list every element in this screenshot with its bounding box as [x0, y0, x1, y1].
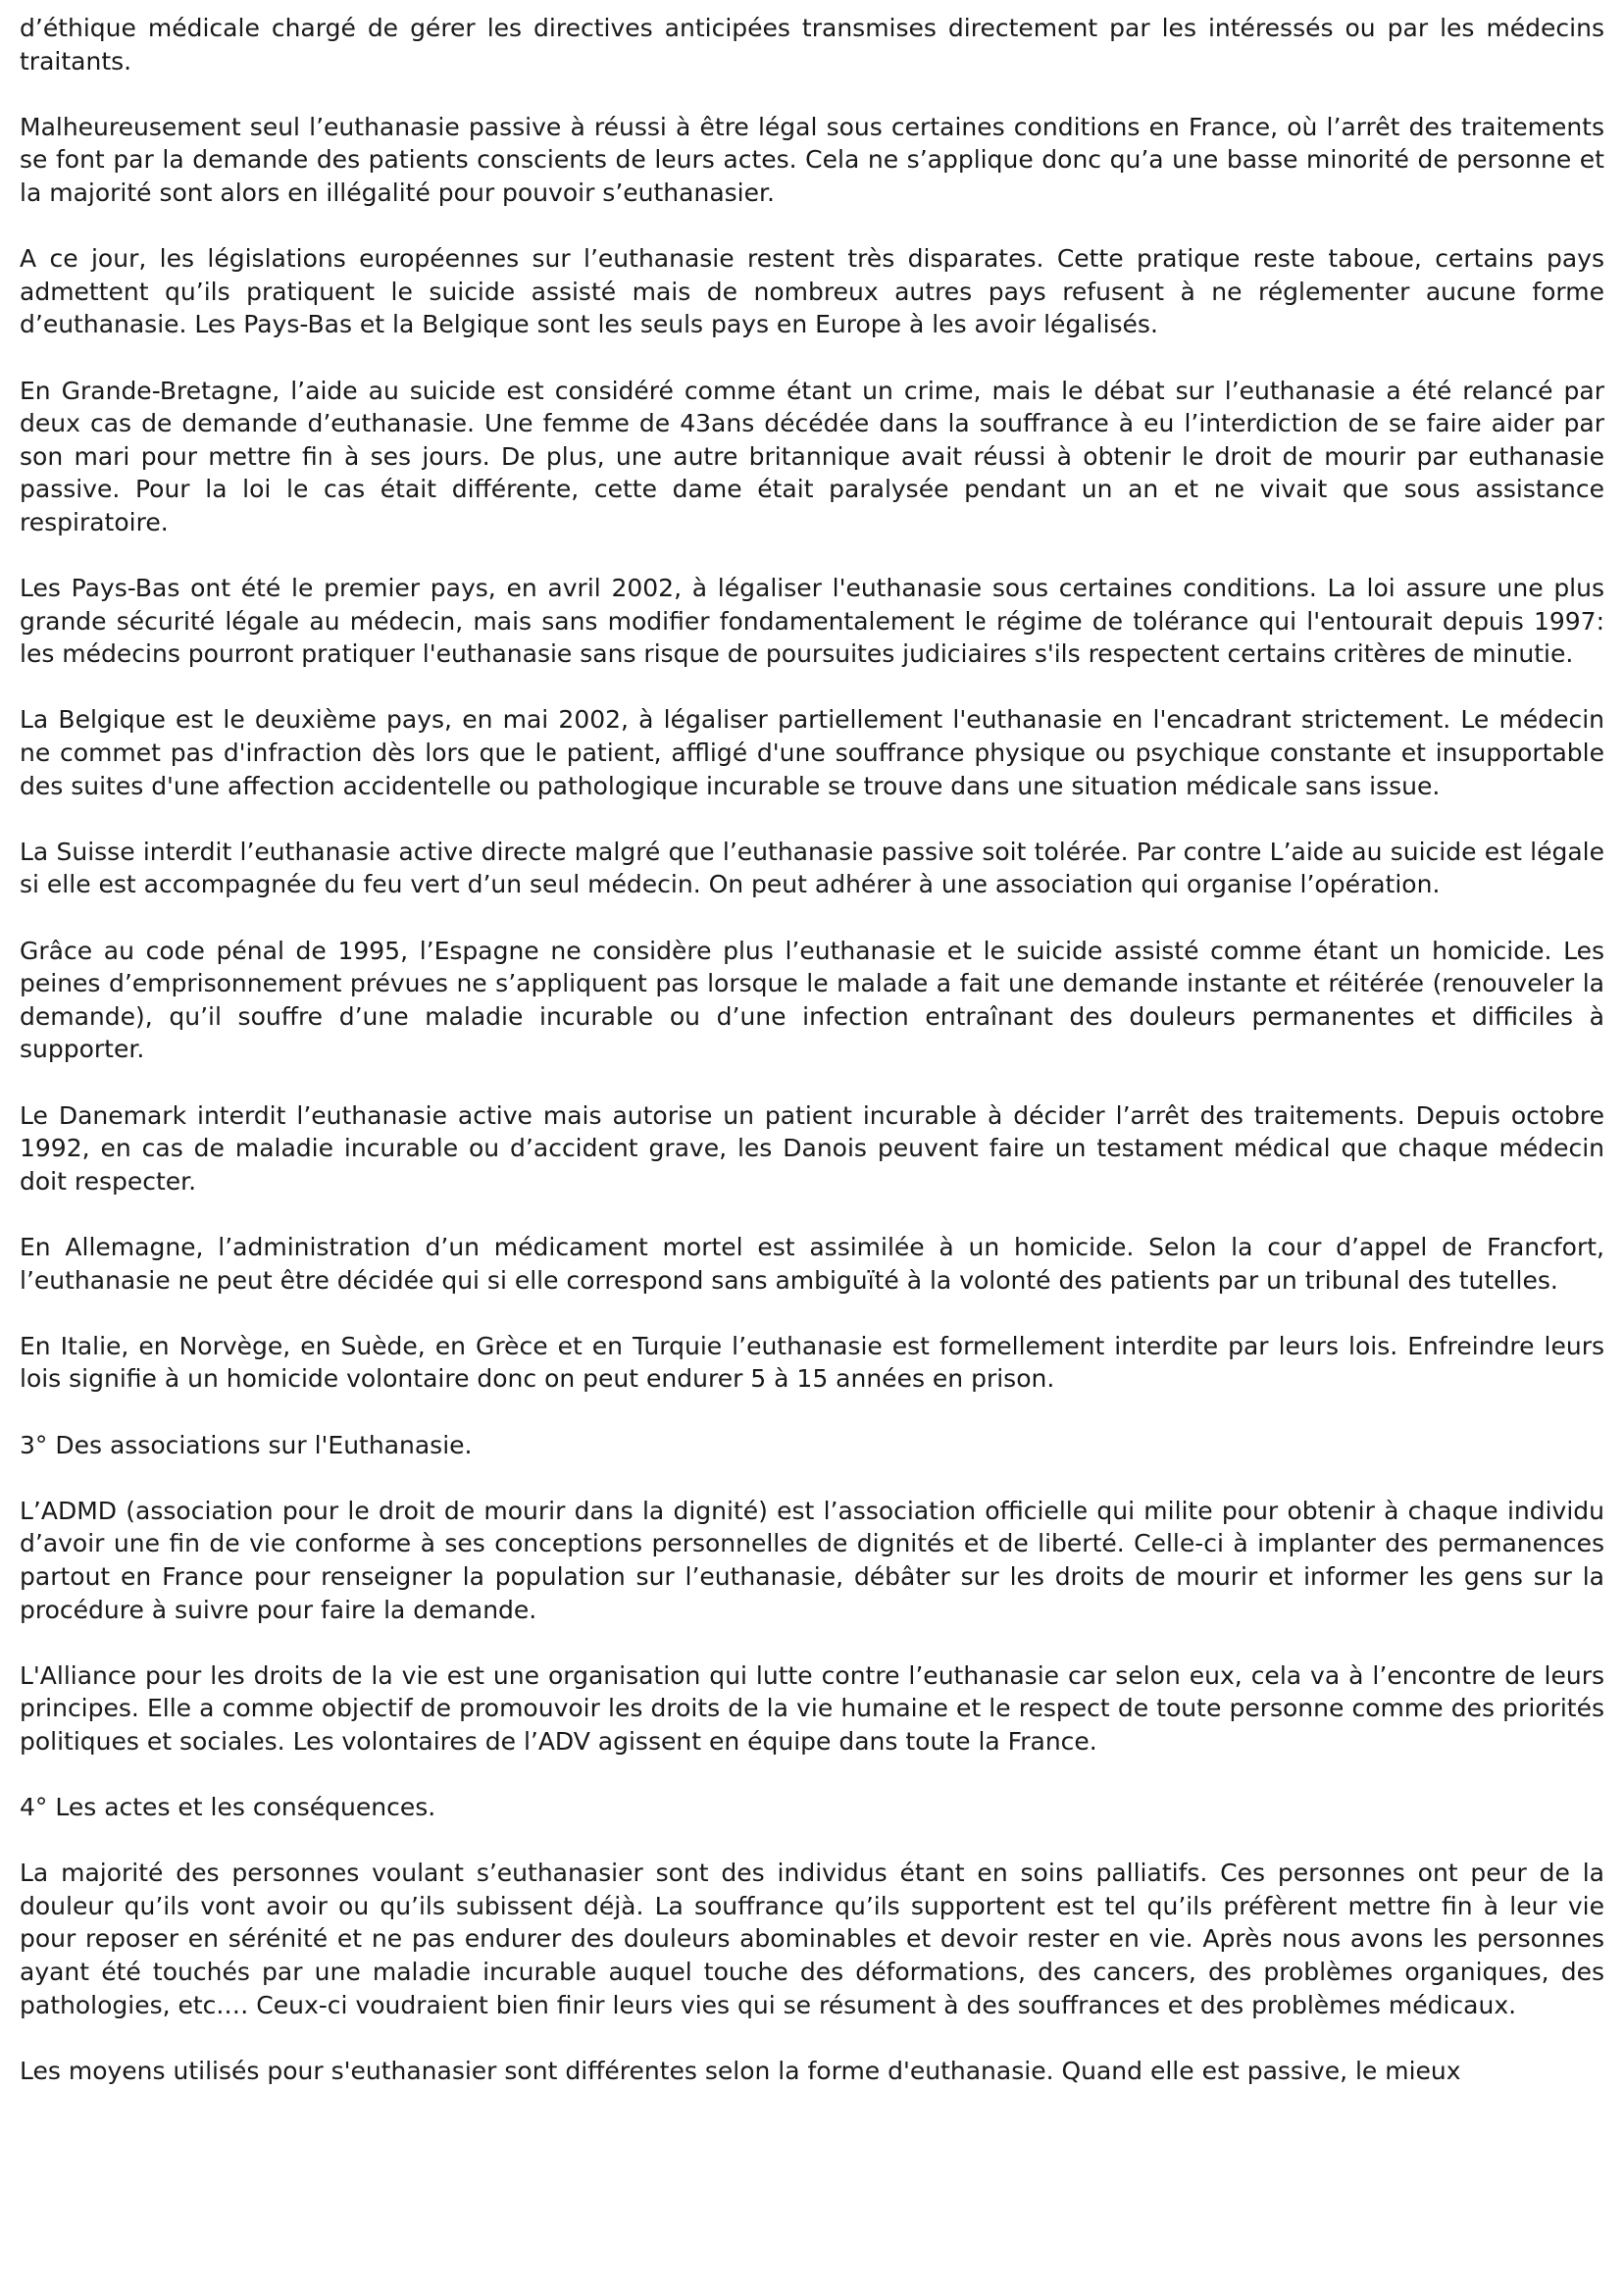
document-page — [20, 12, 1604, 2087]
section-heading-associations: 3° Des associations sur l'Euthanasie. — [20, 1430, 473, 1459]
paragraph-alliance-vie: L'Alliance pour les droits de la vie est une organisation qui lutte contre l’euthanasie car selon eux, cela va à l’encontre de leurs principes. Elle a comme objectif de promouvoir les droits de la vie humaine et le respect de toute personne comme des priorités politiques et sociales. Les volontaires de l’ADV agissent en équipe dans toute la France. — [20, 1660, 1604, 1756]
paragraph-spain: Grâce au code pénal de 1995, l’Espagne ne considère plus l’euthanasie et le suicide assisté comme étant un homicide. Les peines d’emprisonnement prévues ne s’appliquent pas lorsque le malade a fait une demande instante et réitérée (renouveler la demande), qu’il souffre d’une maladie incurable ou d’une infection entraînant des douleurs permanentes et difficiles à supporter. — [20, 936, 1604, 1064]
paragraph-france-passive: Malheureusement seul l’euthanasie passive à réussi à être légal sous certaines conditions en France, où l’arrêt des traitements se font par la demande des patients conscients de leurs actes. Cela ne s’applique donc qu’a une basse minorité de personne et la majorité sont alors en illégalité pour pouvoir s’euthanasier. — [20, 112, 1604, 207]
paragraph-denmark: Le Danemark interdit l’euthanasie active mais autorise un patient incurable à décider l’arrêt des traitements. Depuis octobre 1992, en cas de maladie incurable ou d’accident grave, les Danois peuvent faire un testament médical que chaque médecin doit respecter. — [20, 1100, 1604, 1196]
paragraph-european-laws: A ce jour, les législations européennes sur l’euthanasie restent très disparates. Cette pratique reste taboue, certains pays admettent qu’ils pratiquent le suicide assisté mais de nombreux autres pays refusent à ne réglementer aucune forme d’euthanasie. Les Pays-Bas et la Belgique sont les seuls pays en Europe à les avoir légalisés. — [20, 244, 1604, 339]
paragraph-switzerland: La Suisse interdit l’euthanasie active directe malgré que l’euthanasie passive soit tolérée. Par contre L’aide au suicide est légale si elle est accompagnée du feu vert d’un seul médecin. On peut adhérer à une association qui organise l’opération. — [20, 837, 1604, 899]
paragraph-means-used: Les moyens utilisés pour s'euthanasier sont différentes selon la forme d'euthanasie. Quand elle est passive, le mieux — [20, 2056, 1461, 2085]
paragraph-admd: L’ADMD (association pour le droit de mourir dans la dignité) est l’association officielle qui milite pour obtenir à chaque individu d’avoir une fin de vie conforme à ses conceptions personnelles de dignités et de liberté. Celle-ci à implanter des permanences partout en France pour renseigner la population sur l’euthanasie, débâter sur les droits de mourir et informer les gens sur la procédure à suivre pour faire la demande. — [20, 1496, 1604, 1624]
section-heading-acts-consequences: 4° Les actes et les conséquences. — [20, 1793, 436, 1822]
paragraph-netherlands: Les Pays-Bas ont été le premier pays, en avril 2002, à légaliser l'euthanasie sous certaines conditions. La loi assure une plus grande sécurité légale au médecin, mais sans modifier fondamentalement le régime de tolérance qui l'entourait depuis 1997: les médecins pourront pratiquer l'euthanasie sans risque de poursuites judiciaires s'ils respectent certains critères de minutie. — [20, 574, 1604, 669]
paragraph-great-britain: En Grande-Bretagne, l’aide au suicide est considéré comme étant un crime, mais le débat sur l’euthanasie a été relancé par deux cas de demande d’euthanasie. Une femme de 43ans décédée dans la souffrance à eu l’interdiction de se faire aider par son mari pour mettre fin à ses jours. De plus, une autre britannique avait réussi à obtenir le droit de mourir par euthanasie passive. Pour la loi le cas était différente, cette dame était paralysée pendant un an et ne vivait que sous assistance respiratoire. — [20, 376, 1604, 536]
paragraph-italy-norway-sweden: En Italie, en Norvège, en Suède, en Grèce et en Turquie l’euthanasie est formellement interdite par leurs lois. Enfreindre leurs lois signifie à un homicide volontaire donc on peut endurer 5 à 15 années en prison. — [20, 1331, 1604, 1394]
paragraph-germany: En Allemagne, l’administration d’un médicament mortel est assimilée à un homicide. Selon la cour d’appel de Francfort, l’euthanasie ne peut être décidée qui si elle correspond sans ambiguïté à la volonté des patients par un tribunal des tutelles. — [20, 1232, 1604, 1295]
paragraph-medical-ethics: d’éthique médicale chargé de gérer les directives anticipées transmises directement par les intéressés ou par les médecins traitants. — [20, 14, 1604, 76]
paragraph-palliative-care: La majorité des personnes voulant s’euthanasier sont des individus étant en soins palliatifs. Ces personnes ont peur de la douleur qu’ils vont avoir ou qu’ils subissent déjà. La souffrance qu’ils supportent est tel qu’ils préfèrent mettre fin à leur vie pour reposer en sérénité et ne pas endurer des douleurs abominables et devoir rester en vie. Après nous avons les personnes ayant été touchés par une maladie incurable auquel touche des déformations, des cancers, des problèmes organiques, des pathologies, etc.… Ceux-ci voudraient bien finir leurs vies qui se résument à des souffrances et des problèmes médicaux. — [20, 1859, 1604, 2019]
paragraph-belgium: La Belgique est le deuxième pays, en mai 2002, à légaliser partiellement l'euthanasie en l'encadrant strictement. Le médecin ne commet pas d'infraction dès lors que le patient, affligé d'une souffrance physique ou psychique constante et insupportable des suites d'une affection accidentelle ou pathologique incurable se trouve dans une situation médicale sans issue. — [20, 705, 1604, 800]
